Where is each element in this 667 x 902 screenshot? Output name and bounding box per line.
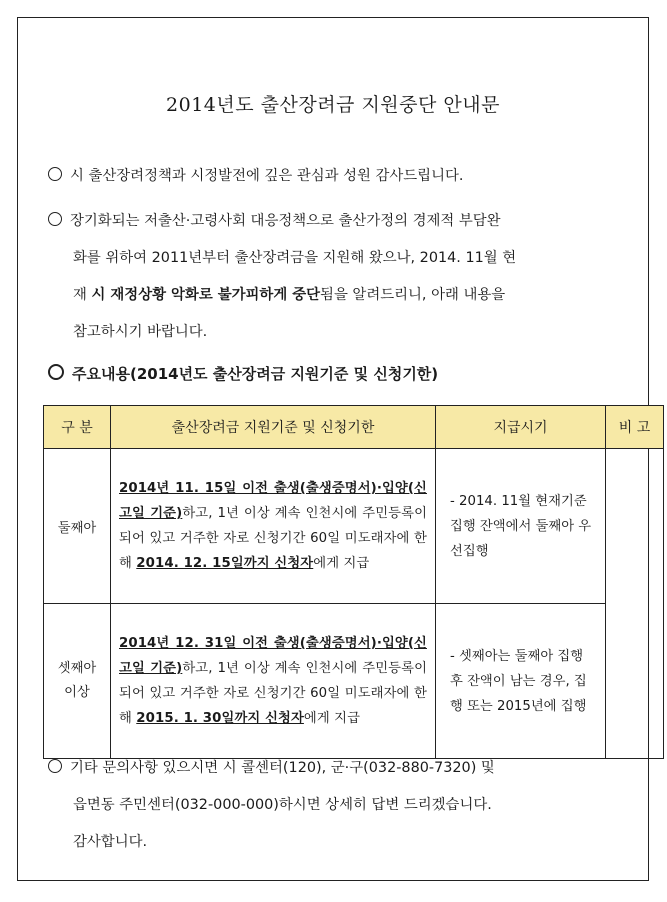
support-table	[43, 405, 664, 759]
criteria-bold: 2014년 12. 31일 이전 출생(출생증명서)·입양(신고일 기준)	[119, 636, 427, 676]
criteria-bold: 2014년 11. 15일 이전 출생(출생증명서)·입양(신고일 기준)	[119, 481, 427, 521]
closing-line: 읍면동 주민센터(032-000-000)하시면 상세히 답변 드리겠습니다.	[73, 797, 492, 813]
criteria-cell	[111, 449, 436, 604]
circle-bullet-icon	[48, 167, 62, 181]
circle-bullet-icon	[48, 759, 62, 773]
closing-line: 감사합니다.	[73, 834, 148, 850]
criteria-deadline: 2014. 12. 15일까지 신청자	[136, 556, 314, 571]
table-row	[44, 449, 664, 604]
intro-text: 재	[73, 287, 92, 303]
notice-frame	[17, 17, 649, 881]
table-row	[44, 604, 664, 759]
intro-line: 참고하시기 바랍니다.	[73, 324, 208, 340]
criteria-text: 에게 지급	[303, 711, 361, 726]
closing-paragraph	[48, 750, 648, 861]
header-payment-time: 지급시기	[436, 406, 606, 449]
category-label: 둘째아	[57, 520, 97, 536]
header-remarks: 비 고	[606, 406, 664, 449]
intro-line: 화를 위하여 2011년부터 출산장려금을 지원해 왔으나, 2014. 11월 현	[73, 250, 517, 266]
criteria-deadline: 2015. 1. 30일까지 신청자	[136, 711, 304, 726]
intro-paragraph-1	[48, 158, 648, 195]
criteria-text: 하고, 1년 이상 계속 인천시에 주민등록이 되어 있고 거주한 자로 신청기간 60일 미도래자에 한해	[119, 506, 428, 571]
payment-time-cell: - 셋째아는 둘째아 집행후 잔액이 남는 경우, 집행 또는 2015년에 집행	[436, 604, 606, 759]
remarks-cell	[606, 449, 664, 759]
intro-text: 됨을 알려드리니, 아래 내용을	[320, 287, 506, 303]
circle-bullet-icon	[48, 212, 62, 226]
section-header	[48, 363, 438, 384]
closing-line: 기타 문의사항 있으시면 시 콜센터(120), 군·구(032-880-7320) 및	[70, 760, 495, 776]
category-cell	[44, 604, 111, 759]
intro-paragraph-2	[48, 203, 648, 351]
payment-time-cell: - 2014. 11월 현재기준 집행 잔액에서 둘째아 우선집행	[436, 449, 606, 604]
criteria-text: 에게 지급	[313, 556, 370, 571]
criteria-text: 하고, 1년 이상 계속 인천시에 주민등록이 되어 있고 거주한 자로 신청기간 60일 미도래자에 한해	[119, 661, 428, 726]
category-label: 이상	[64, 685, 90, 700]
intro-line: 장기화되는 저출산·고령사회 대응정책으로 출산가정의 경제적 부담완	[70, 213, 501, 229]
intro-line: 시 출산장려정책과 시정발전에 깊은 관심과 성원 감사드립니다.	[70, 168, 464, 184]
header-category: 구 분	[44, 406, 111, 449]
header-criteria: 출산장려금 지원기준 및 신청기한	[111, 406, 436, 449]
page-title: 2014년도 출산장려금 지원중단 안내문	[166, 94, 500, 116]
category-label: 셋째아	[57, 661, 97, 676]
intro-emphasis: 시 재정상황 악화로 불가피하게 중단	[91, 287, 321, 303]
intro-line	[48, 277, 648, 314]
circle-bullet-icon	[48, 364, 64, 380]
criteria-cell	[111, 604, 436, 759]
category-cell	[44, 449, 111, 604]
table-header-row	[44, 406, 664, 449]
section-header-text: 주요내용(2014년도 출산장려금 지원기준 및 신청기한)	[72, 365, 439, 383]
